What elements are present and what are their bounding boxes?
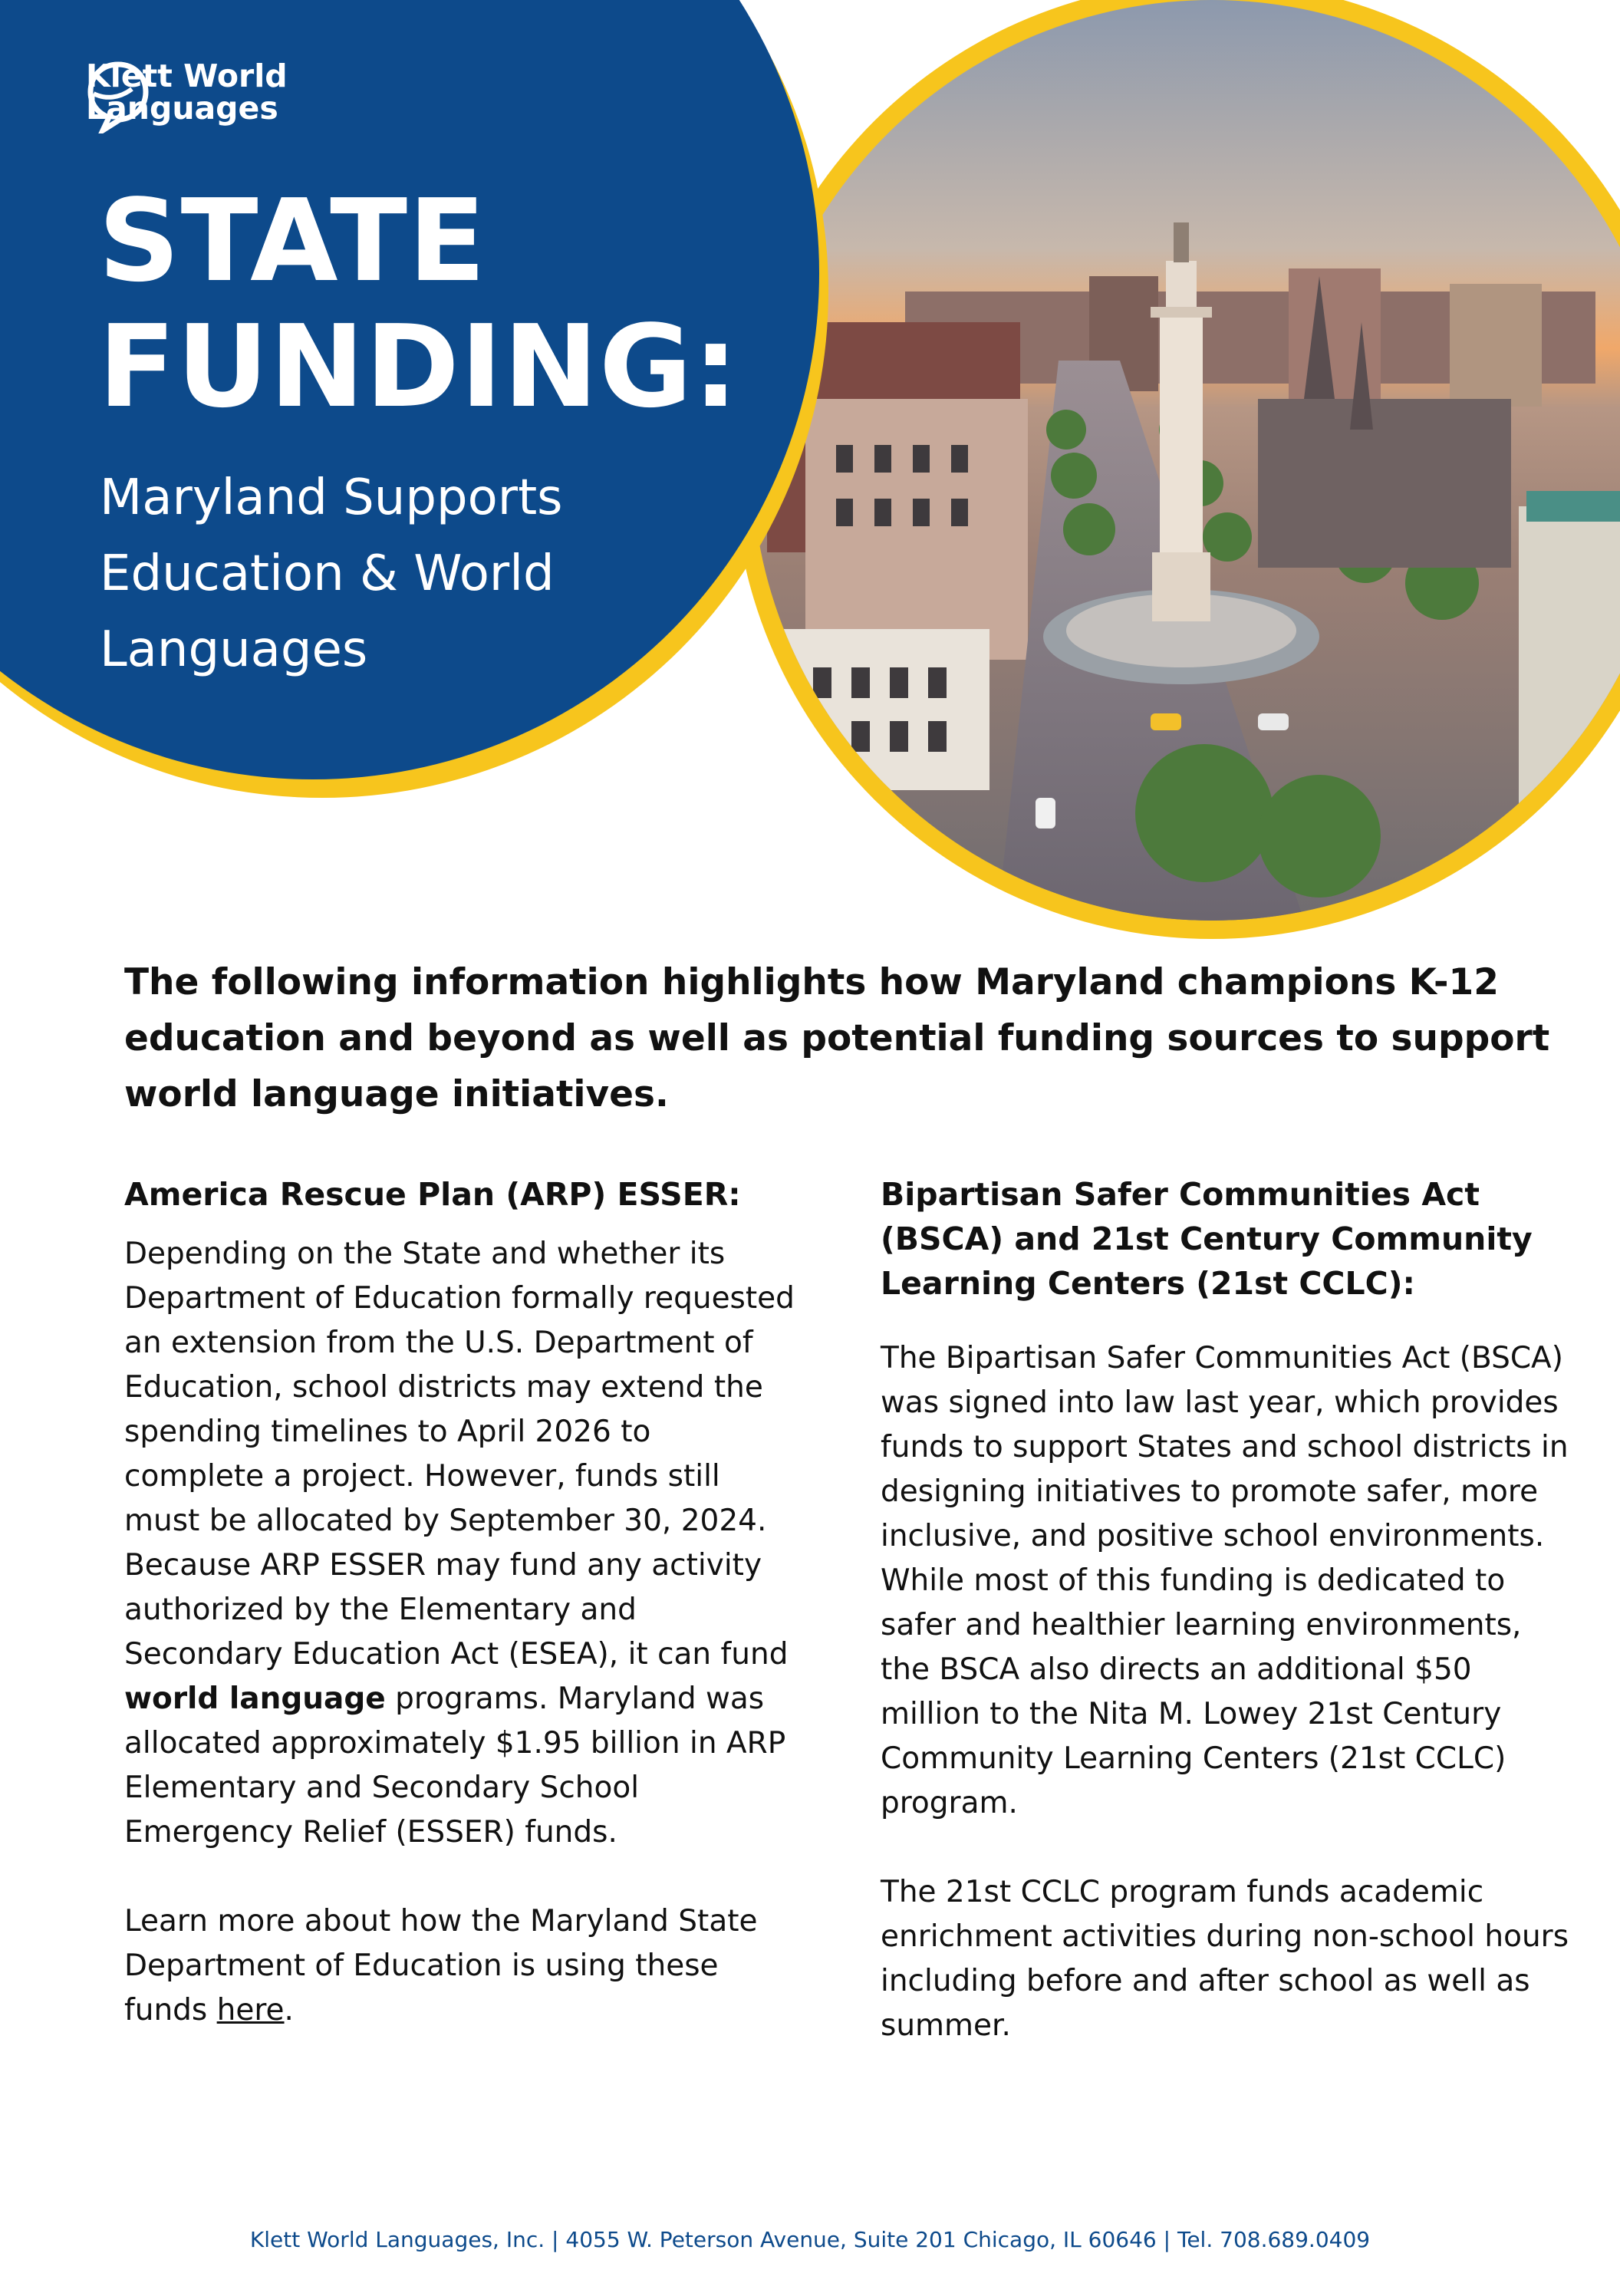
arp-esser-section (124, 1172, 799, 2033)
bsca-section (881, 1172, 1571, 2048)
arp-esser-paragraph (124, 1232, 799, 1855)
speech-bubble-icon (86, 60, 150, 133)
learn-more-text: Learn more about how the Maryland State Department of Education is using these funds (124, 1904, 758, 2028)
logo-line-1: Klett World (86, 58, 288, 94)
footer-contact: Klett World Languages, Inc. | 4055 W. Peterson Avenue, Suite 201 Chicago, IL 60646 | Tel. 708.689.0409 (249, 2227, 1371, 2252)
learn-more-period: . (284, 1993, 294, 2028)
arp-esser-text-2: programs. Maryland was allocated approximately $1.95 billion in ARP Elementary and Secondary School Emergency Relief (ESSER) funds. (124, 1682, 786, 1850)
arp-esser-text-1: Depending on the State and whether its Department of Education formally requested an extension from the U.S. Department of Education, school districts may extend the spending timelines to April 2026 to complete a project. However, funds still must be allocated by September 30, 2024. Because ARP ESSER may fund any activity authorized by the Elementary and Secondary Education Act (ESEA), it can fund (124, 1237, 795, 1672)
hero-section (0, 0, 1620, 951)
brand-logo (86, 58, 288, 127)
cclc-paragraph: The 21st CCLC program funds academic enrichment activities during non-school hours including before and after school as well as summer. (881, 1875, 1569, 2043)
logo-line-2: Languages (86, 90, 278, 127)
here-link[interactable]: here (216, 1993, 285, 2028)
intro-statement: The following information highlights how Maryland champions K-12 education and beyond as well as potential funding sources to support world language initiatives. (124, 961, 1550, 1115)
bsca-heading: Bipartisan Safer Communities Act (BSCA) and 21st Century Community Learning Centers (21st CCLC): (881, 1176, 1533, 1302)
learn-more-paragraph (124, 1899, 799, 2033)
world-language-emphasis: world language (124, 1682, 386, 1716)
city-photo (690, 0, 1620, 951)
arp-esser-heading: America Rescue Plan (ARP) ESSER: (124, 1176, 741, 1213)
page-subtitle: Maryland Supports Education & World Languages (100, 469, 563, 678)
page-title: STATE FUNDING: (98, 175, 739, 433)
bsca-paragraph: The Bipartisan Safer Communities Act (BSCA) was signed into law last year, which provides funds to support States and school districts in designing initiatives to promote safer, more inclusive, and positive school environments. While most of this funding is dedicated to safer and healthier learning environments, the BSCA also directs an additional $50 million to the Nita M. Lowey 21st Century Community Learning Centers (21st CCLC) program. (881, 1341, 1569, 1820)
